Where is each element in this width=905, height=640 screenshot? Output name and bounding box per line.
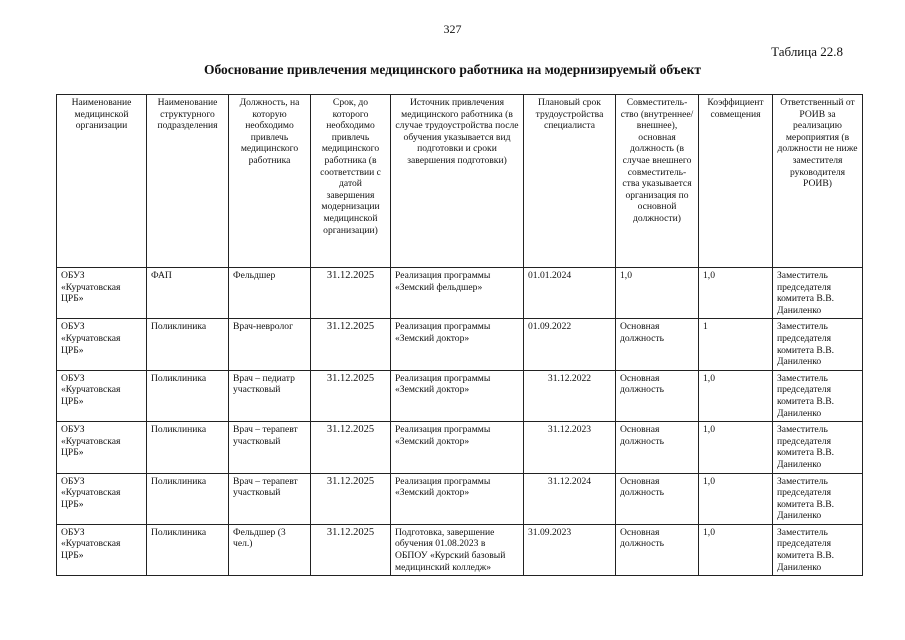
header-responsible: Ответственный от РОИВ за реализацию мероприятия (в должности не ниже заместителя руководителя РОИВ)	[773, 95, 863, 268]
cell-responsible: Заместитель председателя комитета В.В. Даниленко	[773, 473, 863, 524]
header-source: Источник привлечения медицинского работника (в случае трудоустройства после обучения указывается вид подготовки и сроки завершения подготовки)	[391, 95, 524, 268]
header-combination: Совместитель-ство (внутреннее/ внешнее), основная должность (в случае внешнего совместитель-ства указывается организация по основной должности)	[616, 95, 699, 268]
cell-responsible: Заместитель председателя комитета В.В. Даниленко	[773, 268, 863, 319]
table-row	[57, 473, 863, 524]
cell-position: Врач – терапевт участковый	[229, 422, 311, 473]
table-header-row	[57, 95, 863, 268]
cell-plan-date: 31.12.2023	[524, 422, 616, 473]
cell-source: Реализация программы «Земский доктор»	[391, 473, 524, 524]
cell-plan-date: 31.12.2022	[524, 370, 616, 421]
cell-plan-date: 01.09.2022	[524, 319, 616, 370]
cell-combination: Основная должность	[616, 524, 699, 575]
table-row	[57, 268, 863, 319]
cell-combination: Основная должность	[616, 319, 699, 370]
cell-position: Фельдшер (3 чел.)	[229, 524, 311, 575]
cell-deadline: 31.12.2025	[311, 524, 391, 575]
cell-unit: Поликлиника	[147, 319, 229, 370]
cell-responsible: Заместитель председателя комитета В.В. Даниленко	[773, 370, 863, 421]
cell-plan-date: 31.12.2024	[524, 473, 616, 524]
cell-plan-date: 01.01.2024	[524, 268, 616, 319]
cell-org: ОБУЗ «Курчатовская ЦРБ»	[57, 524, 147, 575]
cell-responsible: Заместитель председателя комитета В.В. Даниленко	[773, 319, 863, 370]
cell-position: Врач – терапевт участковый	[229, 473, 311, 524]
cell-source: Подготовка, завершение обучения 01.08.2023 в ОБПОУ «Курский базовый медицинский колледж»	[391, 524, 524, 575]
header-org: Наименование медицинской организации	[57, 95, 147, 268]
cell-org: ОБУЗ «Курчатовская ЦРБ»	[57, 422, 147, 473]
cell-source: Реализация программы «Земский доктор»	[391, 370, 524, 421]
document-title: Обоснование привлечения медицинского работника на модернизируемый объект	[203, 62, 702, 77]
header-coefficient: Коэффициент совмещения	[699, 95, 773, 268]
cell-combination: Основная должность	[616, 473, 699, 524]
cell-unit: Поликлиника	[147, 524, 229, 575]
cell-combination: Основная должность	[616, 370, 699, 421]
cell-coefficient: 1	[699, 319, 773, 370]
cell-deadline: 31.12.2025	[311, 422, 391, 473]
cell-deadline: 31.12.2025	[311, 268, 391, 319]
cell-position: Врач-невролог	[229, 319, 311, 370]
cell-org: ОБУЗ «Курчатовская ЦРБ»	[57, 319, 147, 370]
table-row	[57, 422, 863, 473]
cell-responsible: Заместитель председателя комитета В.В. Даниленко	[773, 524, 863, 575]
table-label: Таблица 22.8	[771, 44, 843, 59]
cell-org: ОБУЗ «Курчатовская ЦРБ»	[57, 370, 147, 421]
cell-coefficient: 1,0	[699, 473, 773, 524]
cell-deadline: 31.12.2025	[311, 370, 391, 421]
cell-org: ОБУЗ «Курчатовская ЦРБ»	[57, 473, 147, 524]
cell-unit: ФАП	[147, 268, 229, 319]
page-number: 327	[443, 22, 462, 36]
cell-source: Реализация программы «Земский фельдшер»	[391, 268, 524, 319]
table-row	[57, 319, 863, 370]
header-unit: Наименование структурного подразделения	[147, 95, 229, 268]
cell-unit: Поликлиника	[147, 473, 229, 524]
cell-coefficient: 1,0	[699, 524, 773, 575]
cell-deadline: 31.12.2025	[311, 473, 391, 524]
cell-coefficient: 1,0	[699, 422, 773, 473]
cell-plan-date: 31.09.2023	[524, 524, 616, 575]
cell-coefficient: 1,0	[699, 268, 773, 319]
header-deadline: Срок, до которого необходимо привлечь медицинского работника (в соответствии с датой завершения модернизации медицинской организации)	[311, 95, 391, 268]
cell-position: Фельдшер	[229, 268, 311, 319]
cell-position: Врач – педиатр участковый	[229, 370, 311, 421]
cell-deadline: 31.12.2025	[311, 319, 391, 370]
table-row	[57, 370, 863, 421]
cell-unit: Поликлиника	[147, 370, 229, 421]
cell-org: ОБУЗ «Курчатовская ЦРБ»	[57, 268, 147, 319]
table-row	[57, 524, 863, 575]
cell-combination: 1,0	[616, 268, 699, 319]
header-plan-date: Плановый срок трудоустройства специалиста	[524, 95, 616, 268]
justification-table	[56, 94, 863, 576]
cell-responsible: Заместитель председателя комитета В.В. Даниленко	[773, 422, 863, 473]
cell-coefficient: 1,0	[699, 370, 773, 421]
cell-source: Реализация программы «Земский доктор»	[391, 422, 524, 473]
header-position: Должность, на которую необходимо привлечь медицинского работника	[229, 95, 311, 268]
cell-combination: Основная должность	[616, 422, 699, 473]
cell-source: Реализация программы «Земский доктор»	[391, 319, 524, 370]
cell-unit: Поликлиника	[147, 422, 229, 473]
